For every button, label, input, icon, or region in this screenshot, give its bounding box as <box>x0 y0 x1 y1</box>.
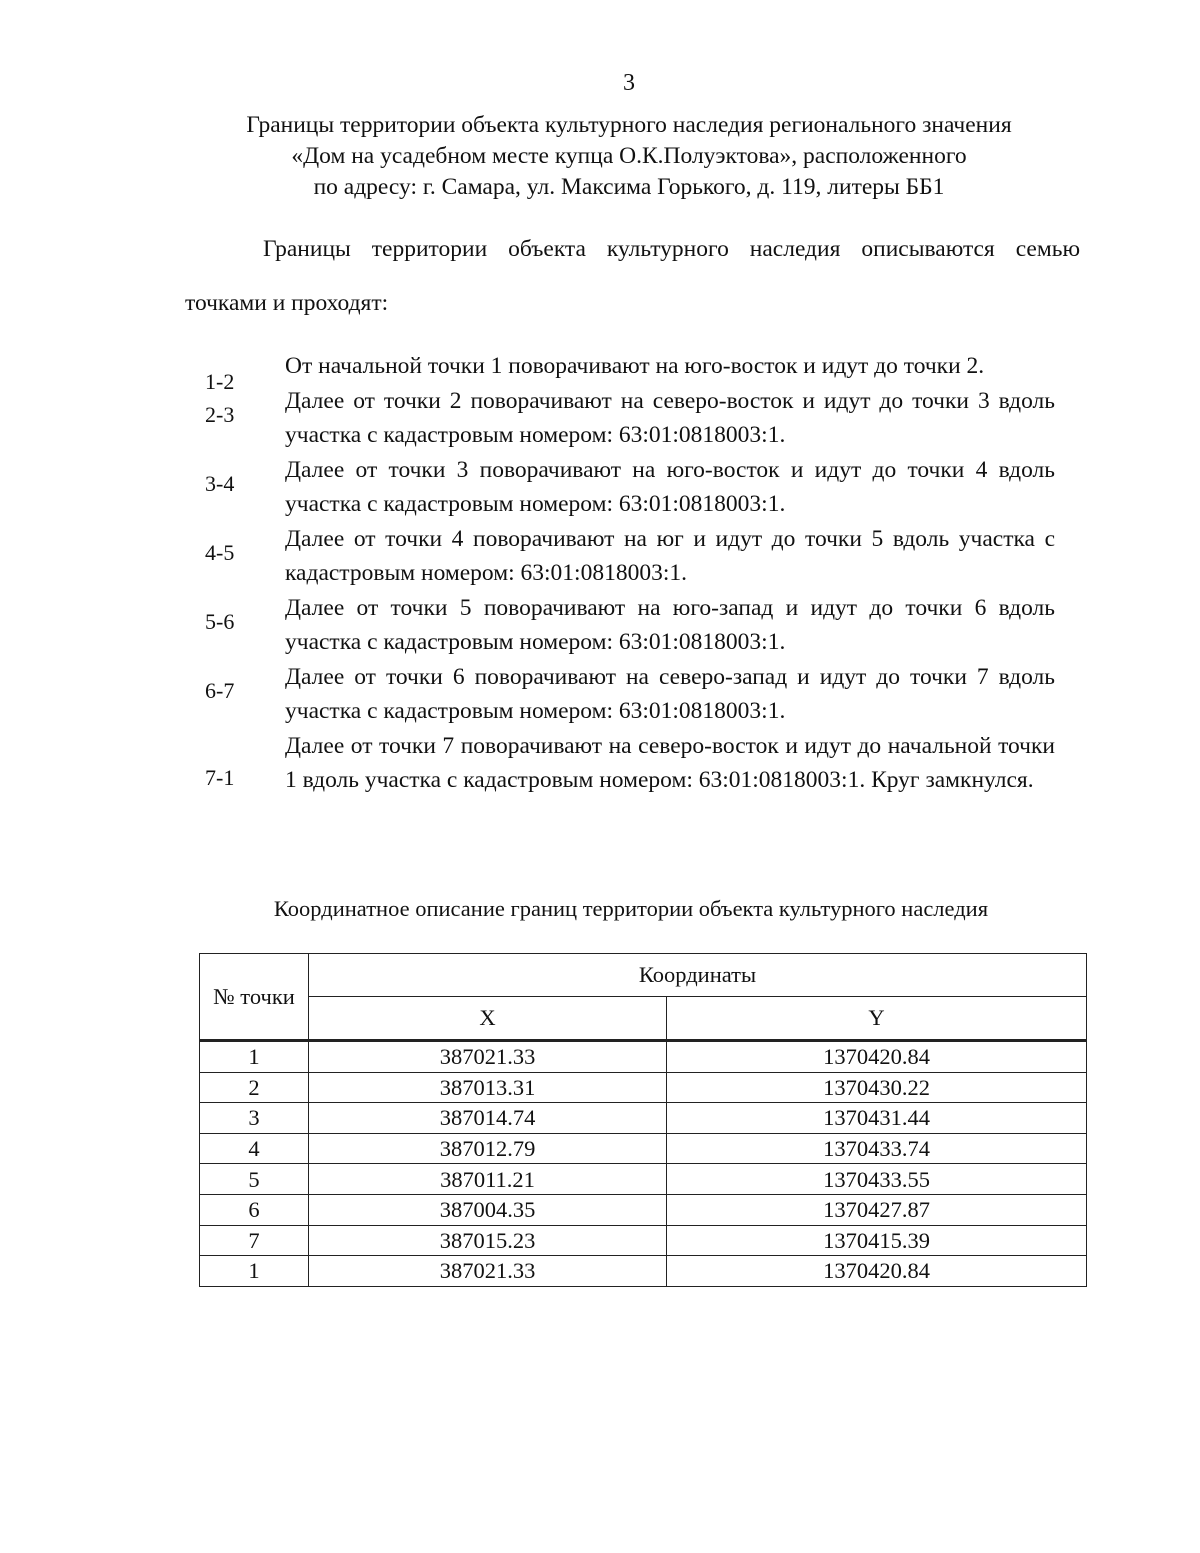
segment-7-1 <box>0 729 1200 798</box>
segment-text: Далее от точки 7 поворачивают на северо-восток и идут до начальной точки 1 вдоль участка с кадастровым номером: 63:01:0818003:1. Круг замкнулся. <box>285 732 1055 793</box>
cell-y: 1370431.44 <box>667 1103 1087 1134</box>
cell-point: 5 <box>200 1164 309 1195</box>
segment-label: 1-2 <box>205 369 235 394</box>
segment-text: От начальной точки 1 поворачивают на юго-восток и идут до точки 2. <box>285 353 985 379</box>
cell-point: 3 <box>200 1103 309 1134</box>
header-coordinates: Координаты <box>309 954 1087 997</box>
segment-text: Далее от точки 3 поворачивают на юго-восток и идут до точки 4 вдоль участка с кадастровым номером: 63:01:0818003:1. <box>285 456 1055 517</box>
coordinates-table <box>199 953 1087 1287</box>
cell-x: 387012.79 <box>309 1133 667 1164</box>
cell-y: 1370430.22 <box>667 1072 1087 1103</box>
segment-text: Далее от точки 4 поворачивают на юг и идут до точки 5 вдоль участка с кадастровым номером: 63:01:0818003:1. <box>285 525 1055 586</box>
table-row <box>200 1072 1087 1103</box>
segment-text: Далее от точки 2 поворачивают на северо-восток и идут до точки 3 вдоль участка с кадастровым номером: 63:01:0818003:1. <box>285 387 1055 448</box>
table-row <box>200 1041 1087 1073</box>
table-row <box>200 1133 1087 1164</box>
segment-6-7 <box>0 660 1200 729</box>
cell-x: 387014.74 <box>309 1103 667 1134</box>
segment-label: 3-4 <box>205 470 235 496</box>
cell-y: 1370415.39 <box>667 1225 1087 1256</box>
cell-y: 1370433.74 <box>667 1133 1087 1164</box>
cell-x: 387021.33 <box>309 1256 667 1287</box>
boundary-segments <box>0 349 1200 798</box>
title-line-1: Границы территории объекта культурного наследия регионального значения <box>246 112 1012 138</box>
cell-y: 1370420.84 <box>667 1041 1087 1073</box>
document-title <box>0 110 1200 203</box>
segment-1-2 <box>0 349 1200 394</box>
cell-point: 1 <box>200 1256 309 1287</box>
cell-point: 2 <box>200 1072 309 1103</box>
cell-point: 7 <box>200 1225 309 1256</box>
table-subheader-row <box>200 997 1087 1041</box>
intro-line-2: точками и проходят: <box>185 290 389 316</box>
segment-5-6 <box>0 591 1200 660</box>
cell-point: 6 <box>200 1194 309 1225</box>
segment-label: 7-1 <box>205 764 235 790</box>
segment-3-4 <box>0 453 1200 522</box>
segment-label: 6-7 <box>205 677 235 703</box>
cell-y: 1370433.55 <box>667 1164 1087 1195</box>
title-line-3: по адресу: г. Самара, ул. Максима Горького, д. 119, литеры ББ1 <box>313 174 945 200</box>
segment-label: 4-5 <box>205 539 235 565</box>
table-caption: Координатное описание границ территории объекта культурного наследия <box>273 896 989 921</box>
segment-text: Далее от точки 6 поворачивают на северо-запад и идут до точки 7 вдоль участка с кадастровым номером: 63:01:0818003:1. <box>285 663 1055 724</box>
table-row <box>200 1164 1087 1195</box>
title-line-2: «Дом на усадебном месте купца О.К.Полуэктова», расположенного <box>291 143 967 169</box>
cell-x: 387011.21 <box>309 1164 667 1195</box>
header-x: X <box>309 997 667 1041</box>
cell-y: 1370420.84 <box>667 1256 1087 1287</box>
cell-x: 387015.23 <box>309 1225 667 1256</box>
cell-point: 4 <box>200 1133 309 1164</box>
intro-line-1: Границы территории объекта культурного наследия описываются семью <box>263 236 1080 262</box>
segment-text: Далее от точки 5 поворачивают на юго-запад и идут до точки 6 вдоль участка с кадастровым номером: 63:01:0818003:1. <box>285 594 1055 655</box>
segment-label: 5-6 <box>205 608 235 634</box>
table-row <box>200 1194 1087 1225</box>
segment-4-5 <box>0 522 1200 591</box>
segment-2-3 <box>0 384 1200 453</box>
table-header-row <box>200 954 1087 997</box>
table-row <box>200 1103 1087 1134</box>
segment-label: 2-3 <box>205 401 235 427</box>
cell-x: 387004.35 <box>309 1194 667 1225</box>
header-point-number: № точки <box>200 954 309 1041</box>
table-row <box>200 1256 1087 1287</box>
header-y: Y <box>667 997 1087 1041</box>
cell-x: 387013.31 <box>309 1072 667 1103</box>
cell-point: 1 <box>200 1041 309 1073</box>
cell-x: 387021.33 <box>309 1041 667 1073</box>
cell-y: 1370427.87 <box>667 1194 1087 1225</box>
table-row <box>200 1225 1087 1256</box>
page-number: 3 <box>623 70 635 96</box>
